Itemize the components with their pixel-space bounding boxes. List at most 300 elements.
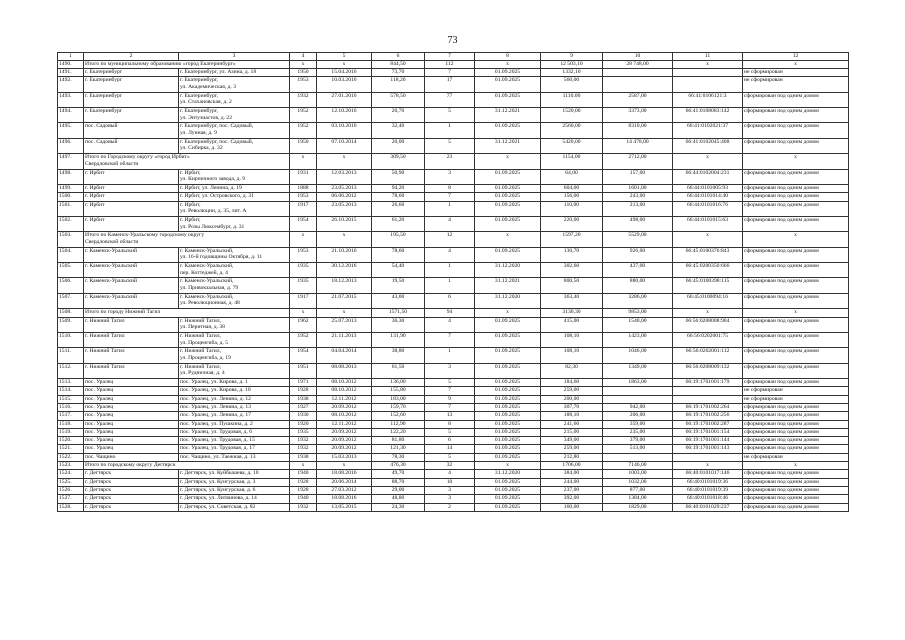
table-cell (179, 379, 290, 387)
cell-text: 1003,00 (628, 470, 647, 477)
cell-text: 259,00 (563, 387, 580, 394)
table-cell (603, 201, 673, 216)
table-cell (372, 317, 425, 332)
cell-text: г. Ирбит, ул. Кирпичного завода, д. 9 (180, 169, 246, 183)
cell-text: 5529,00 (628, 232, 647, 239)
table-cell (290, 169, 317, 184)
table-cell (317, 453, 372, 461)
cell-text: 01.09.2025 (494, 348, 521, 355)
cell-text: 21.11.2013 (331, 332, 357, 339)
table-row (58, 107, 849, 122)
table-cell (425, 363, 475, 378)
table-cell (58, 184, 84, 192)
cell-text: сформирован под одним домом (744, 201, 819, 208)
table-cell (603, 348, 673, 363)
cell-text: 5 (448, 428, 451, 435)
table-cell (425, 193, 475, 201)
cell-text: 8 (448, 184, 451, 191)
table-row (58, 293, 849, 308)
cell-text: 1950 (297, 68, 309, 75)
table-cell (475, 77, 541, 92)
cell-text: 66:41:0102045:408 (685, 138, 730, 145)
table-cell (541, 470, 603, 478)
table-cell (603, 77, 673, 92)
table-cell (317, 247, 372, 262)
table-cell (290, 486, 317, 494)
table-cell (290, 412, 317, 420)
cell-text: г. Екатеринбург, пос. Садовый, ул. Сибирка, д. 32 (180, 138, 254, 152)
table-cell (603, 107, 673, 122)
cell-text: 188,10 (563, 412, 580, 419)
cell-text: 384,00 (563, 470, 580, 477)
table-row (58, 309, 849, 317)
cell-text: 7146,00 (628, 462, 647, 469)
cell-text: 1497. (59, 154, 72, 161)
table-cell (475, 201, 541, 216)
cell-text: пос. Чащино (85, 453, 116, 460)
cell-text: x (506, 232, 509, 239)
cell-text: 66:19:1701001:154 (685, 428, 730, 435)
cell-text: 6 (448, 437, 451, 444)
cell-text: г. Нижний Тагил (85, 348, 125, 355)
cell-text: сформирован под одним домом (744, 92, 819, 99)
cell-text: 29,00 (391, 486, 405, 493)
table-cell (179, 201, 290, 216)
cell-text: 1511. (59, 348, 72, 355)
cell-text: 23.05.2013 (331, 184, 357, 191)
column-number: 6 (372, 53, 425, 61)
table-cell (372, 247, 425, 262)
table-cell (541, 478, 603, 486)
table-cell (372, 60, 425, 68)
cell-text: 66:19:1701001:143 (685, 445, 730, 452)
table-cell (179, 387, 290, 395)
table-cell (743, 193, 849, 201)
table-cell (743, 138, 849, 153)
cell-text: 1495. (59, 123, 72, 130)
table-cell (673, 412, 743, 420)
table-row (58, 60, 849, 68)
cell-text: 5 (448, 107, 451, 114)
table-cell (475, 387, 541, 395)
table-cell (475, 453, 541, 461)
cell-text: 1950 (297, 138, 309, 145)
table-cell (603, 470, 673, 478)
cell-text: 1521. (59, 445, 72, 452)
cell-text: 25.07.2013 (331, 317, 357, 324)
table-cell (84, 216, 179, 231)
cell-text: пос. Уралец, ул. Ленина, д. 13 (180, 404, 251, 410)
cell-text: не сформирован (744, 77, 783, 84)
table-cell (179, 348, 290, 363)
table-cell (84, 60, 290, 68)
cell-text: 5 (448, 138, 451, 145)
cell-text: 1829,00 (628, 503, 647, 510)
table-cell (425, 201, 475, 216)
cell-text: пос. Уралец, ул. Кирова, д. 10 (180, 387, 251, 394)
table-cell (290, 445, 317, 453)
table-cell (541, 263, 603, 278)
cell-text: 01.09.2025 (494, 503, 521, 510)
cell-text: 31.12.2021 (494, 138, 521, 145)
cell-text: 77 (446, 92, 453, 99)
table-cell (179, 107, 290, 122)
table-cell (58, 404, 84, 412)
cell-text: г. Дегтярск (85, 470, 112, 477)
table-cell (475, 317, 541, 332)
table-row (58, 437, 849, 445)
table-cell (673, 309, 743, 317)
table-cell (84, 387, 179, 395)
column-number: 12 (743, 53, 849, 61)
column-number: 8 (475, 53, 541, 61)
table-cell (290, 437, 317, 445)
table-cell (673, 247, 743, 262)
cell-text: 17 (446, 77, 453, 84)
table-cell (673, 478, 743, 486)
cell-text: г. Дегтярск, ул. Советская, д. 82 (180, 503, 256, 510)
table-row (58, 387, 849, 395)
table-cell (372, 428, 425, 436)
table-cell (603, 138, 673, 153)
cell-text: г. Каменск-Уральский (85, 293, 138, 300)
cell-text: г. Дегтярск (85, 478, 112, 485)
table-cell (541, 77, 603, 92)
table-cell (475, 379, 541, 387)
cell-text: 1526. (59, 486, 72, 493)
table-cell (603, 486, 673, 494)
table-cell (541, 201, 603, 216)
cell-text: сформирован под одним домом (744, 278, 819, 285)
table-cell (58, 486, 84, 494)
cell-text: 66:44:0101005:93 (686, 184, 729, 191)
table-cell (475, 478, 541, 486)
cell-text: 7 (448, 332, 451, 339)
table-cell (475, 193, 541, 201)
table-row (58, 169, 849, 184)
cell-text: г. Нижний Тагил, ул. Проценгиба, д. 5 (180, 332, 229, 346)
cell-text: 9853,00 (628, 309, 647, 316)
table-cell (290, 107, 317, 122)
cell-text: 1491. (59, 68, 72, 75)
cell-text: 06.06.2012 (331, 193, 357, 200)
table-cell (317, 232, 372, 247)
cell-text: 578,50 (390, 92, 406, 99)
cell-text: 121,30 (390, 445, 406, 452)
cell-text: г. Екатеринбург, ул. Стахановская, д. 2 (180, 92, 232, 106)
table-cell (290, 293, 317, 308)
cell-text: 3 (448, 363, 451, 370)
cell-text: 215,00 (563, 428, 580, 435)
table-cell (603, 169, 673, 184)
table-cell (743, 412, 849, 420)
table-cell (317, 216, 372, 231)
table-cell (372, 169, 425, 184)
cell-text: 82,30 (565, 363, 578, 370)
table-cell (425, 395, 475, 403)
cell-text: пос. Уралец, ул. Пушкина, д. 2 (180, 420, 253, 427)
table-cell (603, 232, 673, 247)
cell-text: 1 (448, 263, 451, 270)
column-number: 7 (425, 53, 475, 61)
table-cell (673, 92, 743, 107)
cell-text: г. Нижний Тагил (85, 332, 125, 339)
cell-text: 10.03.2016 (331, 77, 357, 84)
table-cell (475, 412, 541, 420)
table-cell (743, 247, 849, 262)
cell-text: 1514. (59, 387, 72, 394)
table-cell (372, 193, 425, 201)
cell-text: 200,00 (563, 395, 580, 402)
table-cell (475, 462, 541, 470)
cell-text: сформирован под одним домом (744, 437, 819, 444)
cell-text: 1516. (59, 404, 72, 410)
cell-text: 15.03.2013 (331, 453, 357, 460)
table-cell (58, 453, 84, 461)
cell-text: 66:40:0101029:237 (685, 503, 730, 510)
table-cell (425, 462, 475, 470)
cell-text: 1 (448, 123, 451, 130)
table-cell (179, 503, 290, 511)
cell-text: 12.11.2012 (331, 420, 357, 427)
table-cell (290, 478, 317, 486)
table-cell (317, 193, 372, 201)
table-cell (290, 404, 317, 412)
cell-text: сформирован под одним домом (744, 363, 819, 370)
cell-text: 24,30 (391, 503, 405, 510)
cell-text: 01.09.2025 (494, 420, 521, 427)
table-row (58, 154, 849, 169)
table-cell (317, 184, 372, 192)
cell-text: 243,00 (629, 193, 646, 200)
column-number: 2 (84, 53, 179, 61)
cell-text: 1940 (297, 495, 309, 502)
table-cell (541, 169, 603, 184)
cell-text: 20.09.2012 (331, 428, 357, 435)
cell-text: 108,10 (563, 332, 580, 339)
table-cell (603, 293, 673, 308)
cell-text: 18.08.2016 (331, 470, 357, 477)
cell-text: 1938 (297, 453, 309, 460)
cell-text: 1502. (59, 216, 72, 223)
cell-text: 237,00 (563, 486, 580, 493)
cell-text: 1962 (297, 317, 309, 324)
table-cell (475, 503, 541, 511)
cell-text: г. Нижний Тагил, ул. Перитная, д. 38 (180, 317, 225, 331)
cell-text: 3373,00 (628, 107, 647, 114)
cell-text: 184,60 (563, 379, 580, 386)
table-cell (673, 107, 743, 122)
table-cell (743, 68, 849, 76)
table-cell (475, 420, 541, 428)
cell-text: 66:19:1701002:287 (685, 420, 730, 427)
column-number: 3 (179, 53, 290, 61)
cell-text: г. Каменск-Уральский (85, 263, 138, 270)
table-cell (475, 154, 541, 169)
cell-text: 1513. (59, 379, 72, 386)
table-cell (425, 486, 475, 494)
cell-text: 23.05.2013 (331, 201, 357, 208)
table-cell (673, 293, 743, 308)
cell-text: 1954 (297, 216, 309, 223)
table-cell (541, 309, 603, 317)
table-cell (290, 201, 317, 216)
table-cell (743, 309, 849, 317)
cell-text: сформирован под одним домом (744, 470, 819, 477)
table-cell (475, 60, 541, 68)
cell-text: 122,20 (390, 428, 406, 435)
cell-text: пос. Садовый (85, 138, 118, 145)
table-cell (372, 107, 425, 122)
table-cell (84, 247, 179, 262)
table-cell (372, 387, 425, 395)
cell-text: 206,00 (629, 412, 646, 419)
cell-text: 1953 (297, 77, 309, 84)
cell-text: пос. Уралец, ул. Трудовая, д. 6 (180, 428, 253, 435)
cell-text: 1498. (59, 169, 72, 176)
table-cell (743, 278, 849, 293)
table-cell (673, 363, 743, 378)
cell-text: 1384,00 (628, 495, 647, 502)
table-cell (290, 428, 317, 436)
table-cell (317, 263, 372, 278)
cell-text: 5 (448, 453, 451, 460)
table-cell (58, 247, 84, 262)
cell-text: 66:41:0106121:3 (688, 92, 727, 99)
table-cell (673, 387, 743, 395)
cell-text: г. Ирбит (85, 193, 105, 200)
cell-text: x (706, 462, 709, 469)
table-cell (58, 412, 84, 420)
cell-text: сформирован под одним домом (744, 412, 819, 419)
cell-text: 1423,00 (628, 332, 647, 339)
table-cell (58, 428, 84, 436)
cell-text: 08.08.2013 (331, 363, 357, 370)
table-cell (603, 363, 673, 378)
table-cell (603, 379, 673, 387)
table-row (58, 462, 849, 470)
cell-text: 1571,50 (388, 309, 408, 316)
cell-text: г. Екатеринбург, ул. Энтузиастов, д. 22 (180, 107, 233, 121)
table-cell (58, 92, 84, 107)
table-cell (475, 495, 541, 503)
cell-text: г. Екатеринбург, ул. Академическая, д. 3 (180, 77, 237, 90)
cell-text: 01.09.2025 (494, 387, 521, 394)
table-cell (743, 453, 849, 461)
cell-text: 54,40 (391, 263, 405, 270)
table-cell (290, 232, 317, 247)
cell-text: 94,20 (391, 184, 405, 191)
cell-text: 2560,00 (562, 123, 581, 130)
table-cell (743, 428, 849, 436)
table-cell (475, 92, 541, 107)
table-cell (179, 92, 290, 107)
cell-text: 28 748,00 (626, 60, 649, 67)
cell-text: 10 (446, 478, 453, 485)
cell-text: 01.09.2025 (494, 395, 521, 402)
table-cell (84, 184, 179, 192)
table-cell (743, 107, 849, 122)
cell-text: 1932 (297, 503, 309, 510)
table-cell (179, 193, 290, 201)
cell-text: 844,50 (390, 60, 406, 67)
table-cell (425, 478, 475, 486)
table-cell (743, 486, 849, 494)
table-cell (317, 309, 372, 317)
table-cell (673, 263, 743, 278)
cell-text: x (706, 309, 709, 316)
table-cell (541, 293, 603, 308)
cell-text: 1496. (59, 138, 72, 145)
table-cell (58, 348, 84, 363)
cell-text: 66:56:0208008:904 (685, 317, 730, 324)
table-cell (84, 68, 179, 76)
cell-text: 20,70 (391, 107, 405, 114)
cell-text: г. Екатеринбург (85, 68, 123, 75)
cell-text: 1935 (297, 428, 309, 435)
table-cell (179, 412, 290, 420)
cell-text: 235,00 (629, 428, 646, 435)
table-cell (179, 169, 290, 184)
table-row (58, 92, 849, 107)
table-cell (425, 420, 475, 428)
cell-text: 1540,00 (628, 317, 647, 324)
table-cell (84, 263, 179, 278)
cell-text: 183,00 (390, 395, 406, 402)
table-cell (541, 437, 603, 445)
cell-text: 66:44:0102004:231 (685, 169, 730, 176)
cell-text: 1508. (59, 309, 72, 316)
table-cell (84, 232, 290, 247)
table-cell (290, 309, 317, 317)
cell-text: 01.09.2025 (494, 486, 521, 493)
table-cell (58, 107, 84, 122)
table-cell (541, 412, 603, 420)
cell-text: 66:56:0202001:112 (685, 348, 730, 355)
table-cell (673, 404, 743, 412)
cell-text: 43,00 (391, 293, 405, 300)
cell-text: г. Ирбит, ул. Розы Люксембург, д. 31 (180, 216, 245, 230)
table-cell (179, 470, 290, 478)
table-row (58, 123, 849, 138)
table-cell (317, 154, 372, 169)
table-cell (743, 348, 849, 363)
cell-text: 07.10.2014 (331, 138, 357, 145)
cell-text: 66:56:0202001:75 (686, 332, 729, 339)
table-cell (58, 232, 84, 247)
cell-text: сформирован под одним домом (744, 169, 819, 176)
cell-text: пос. Уралец (85, 428, 114, 435)
table-cell (84, 420, 179, 428)
cell-text: x (342, 232, 346, 239)
cell-text: г. Ирбит (85, 169, 105, 176)
table-cell (290, 348, 317, 363)
column-number: 10 (603, 53, 673, 61)
table-cell (317, 495, 372, 503)
table-cell (84, 478, 179, 486)
cell-text: 12 503,10 (560, 60, 583, 67)
table-cell (84, 193, 179, 201)
cell-text: г. Нижний Тагил (85, 317, 125, 324)
column-number: 4 (290, 53, 317, 61)
cell-text: 31.12.2020 (494, 263, 521, 270)
table-cell (317, 437, 372, 445)
cell-text: 1499. (59, 184, 72, 191)
cell-text: 7 (448, 404, 451, 410)
table-cell (673, 486, 743, 494)
table-cell (743, 184, 849, 192)
table-cell (290, 123, 317, 138)
